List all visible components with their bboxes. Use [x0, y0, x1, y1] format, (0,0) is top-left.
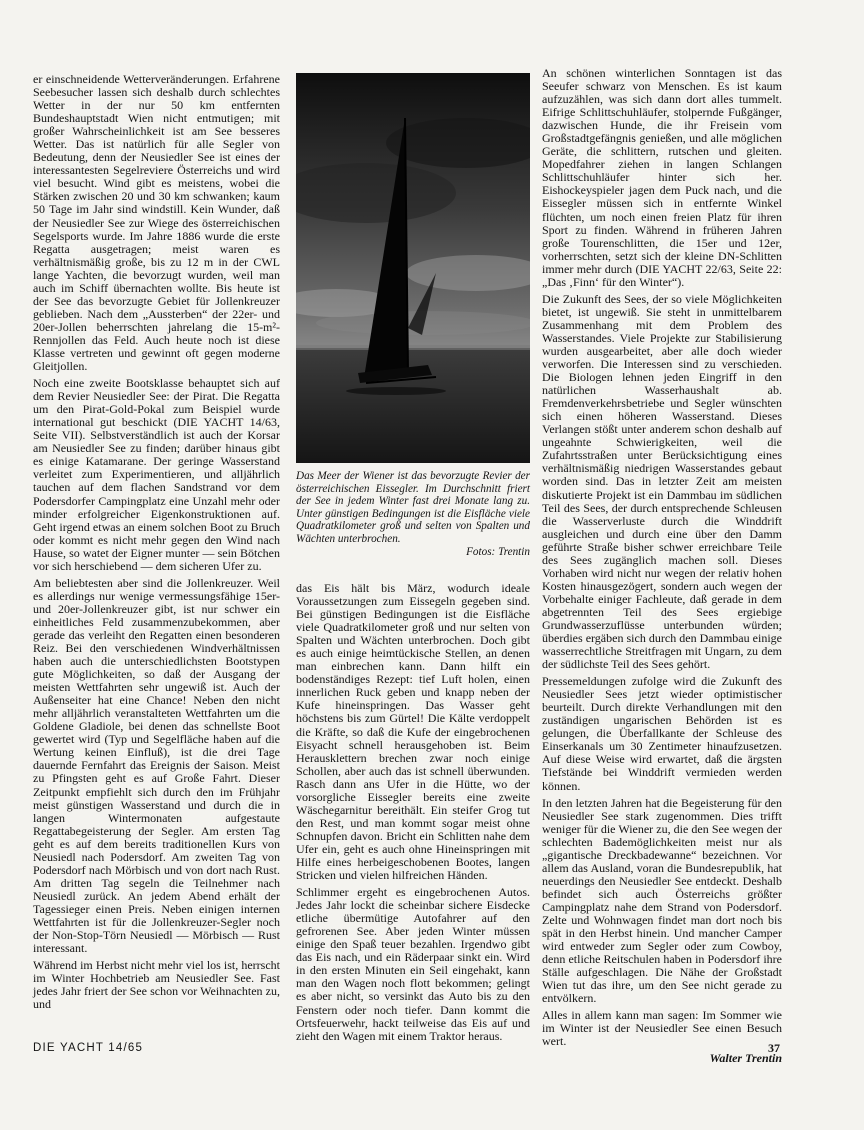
footer-magazine-issue: DIE YACHT 14/65 — [33, 1042, 144, 1054]
paragraph: Pressemeldungen zufolge wird die Zukunft des Neusiedler Sees jetzt wieder optimistischer beurteilt. Durch direkte Verhandlungen mit den zuständigen ungarischen Behörden ist es gelungen, die Überfallkante der Schleuse des Einserkanals um 30 Zentimeter hinaufzusetzen. Auf diese Weise wird erwartet, daß die ärgsten Tiefstände bei Winddrift vermieden werden können. — [542, 674, 782, 793]
ice-yacht-photo — [296, 73, 530, 463]
article-column-2 — [296, 582, 530, 1047]
paragraph: Am beliebtesten aber sind die Jollenkreuzer. Weil es allerdings nur wenige vermessungsfähige 15er- und 20er-Jollenkreuzer gibt, ist nur schwer ein einheitliches Feld zusammenzubekommen, aber gerade das verleiht den Regatten einen besonderen Reiz. Bei den verschiedenen Windverhältnissen haben auch die unterschiedlichsten Bootstypen gute Möglichkeiten, so daß der Ausgang der meisten Wettfahrten sehr ungewiß ist. Auch der Außenseiter hat eine Chance! Neben den nicht mehr alljährlich veranstalteten Wettfahrten um die Goldene Gladiole, bei denen das schnellste Boot gewertet wird (Typ und Segelfläche haben auf die Wertung keinen Einfluß), ist die drei Tage dauernde Fernfahrt das Ereignis der Saison. Meist zu Pfingsten geht es auf Große Fahrt. Dieser Zeitpunkt empfiehlt sich durch den im Frühjahr meist günstigen Wasserstand und durch die in langen Wintermonaten aufgestaute Regattabegeisterung der Segler. Am ersten Tag geht es auf dem bereits traditionellen Kurs von Neusiedl nach Podersdorf. Am zweiten Tag von Podersdorf nach Mörbisch und von dort nach Rust. Am dritten Tag segeln die Teilnehmer nach Neusiedl zurück. An jedem Abend erhält der Tagessieger einen Preis. Neben einigen internen Wettfahrten ist für die Jollenkreuzer-Segler noch der Non-Stop-Törn Neusiedl — Mörbisch — Rust interessant. — [33, 575, 280, 956]
ice-yacht-sail-image — [296, 73, 530, 463]
article-column-3 — [542, 67, 782, 1066]
paragraph: In den letzten Jahren hat die Begeisterung für den Neusiedler See stark zugenommen. Dies trifft weniger für die Wiener zu, die den See wegen der schlechten Bademöglichkeiten meist nur als „gigantische Dreckbadewanne“ bezeichnen. Vor allem das Ausland, voran die Bundesrepublik, hat neuerdings den Neusiedler See entdeckt. Deshalb befindet sich auch Österreichs größter Campingplatz nahe dem Strand von Podersdorf. Zelte und Wohnwagen findet man dort noch bis spät in den Herbst hinein. Und mancher Camper wird entweder zum Segler oder zum Cowboy, denn etliche Reitschulen haben in Podersdorf ihre Ställe aufgeschlagen. Die Nähe der Großstadt Wien tut das ihre, um den See nicht gerade zu entvölkern. — [542, 795, 782, 1006]
paragraph: das Eis hält bis März, wodurch ideale Voraussetzungen zum Eissegeln gegeben sind. Bei günstigen Bedingungen ist die Eisfläche viele Quadratkilometer groß und nur selten von Spalten und Wächten unterbrochen. Doch gibt es auch einige heimtückische Stellen, an denen man einbrechen kann. Dann hilft ein bodenständiges Rezept: tief Luft holen, einen innerlichen Ruck geben und knapp neben der Kufe hineinspringen. Das Wasser geht höchstens bis zum Gürtel! Die Kälte verdoppelt die Kräfte, so daß die Kufe der eingebrochenen Eisyacht schnell herausgehoben ist. Beim Herausklettern brechen zwar noch einige Schollen, aber auch das ist schnell überwunden. Rasch dann ans Ufer in die Hütte, wo der vorsorgliche Eissegler bereits eine zweite Wäschegarnitur bereithält. Ein steifer Grog tut den Rest, und man kommt sogar meist ohne Schnupfen davon. Bricht ein Schlitten nahe dem Ufer ein, geht es auch ohne Hineinspringen mit Hilfe eines herbeigeschobenen Bootes, langen Stricken und vielen hilfreichen Händen. — [296, 581, 530, 883]
paragraph: Während im Herbst nicht mehr viel los ist, herrscht im Winter Hochbetrieb am Neusiedler See. Fast jedes Jahr friert der See schon vor Weihnachten zu, und — [33, 958, 280, 1012]
author-signature: Walter Trentin — [709, 1051, 782, 1066]
article-column-1 — [33, 73, 280, 1015]
photo-caption — [296, 470, 530, 558]
caption-text: Das Meer der Wiener ist das bevorzugte Revier der österreichischen Eissegler. Im Durchschnitt friert der See in jedem Winter fast drei Monate lang zu. Unter günstigen Bedingungen ist die Eisfläche viele Quadratkilometer groß und selten von Spalten und Wächten unterbrochen. — [296, 470, 530, 545]
paragraph: Alles in allem kann man sagen: Im Sommer wie im Winter ist der Neusiedler See einen Besuch wert. — [542, 1008, 782, 1049]
paragraph: Schlimmer ergeht es eingebrochenen Autos. Jedes Jahr lockt die scheinbar sichere Eisdecke etliche übermütige Autofahrer auf den gefrorenen See. Aber jeden Winter müssen einige den Spaß teuer bezahlen. Irgendwo gibt das Eis nach, und ein Räderpaar sinkt ein. Wird in den ersten Minuten ein Seil eingehakt, kann man den Wagen noch flott bekommen; gelingt es aber nicht, so versinkt das Auto bis zu den Fenstern oder noch tiefer. Dann kommt die Ortsfeuerwehr, hackt teilweise das Eis auf und zieht den Wagen mit einem Traktor heraus. — [296, 885, 530, 1043]
paragraph: Noch eine zweite Bootsklasse behauptet sich auf dem Revier Neusiedler See: der Pirat. Die Regatta um den Pirat-Gold-Pokal zum Beispiel wurde international gut beschickt (DIE YACHT 14/63, Seite VII). Selbstverständlich ist auch der Korsar am Neusiedler See zu finden; darüber hinaus gibt es einige Katamarane. Der geringe Wasserstand verleitet zum Experimentieren, und alljährlich tauchen auf dem flachen Sandstrand vor dem Podersdorfer Campingplatz eine Unzahl mehr oder minder erfolgreicher Eigenkonstruktionen auf. Geht irgend etwas an einem solchen Boot zu Bruch oder kommt es nicht mehr gegen den Wind nach Hause, so watet der Eigner munter — sein Bötchen vor sich herschiebend — dem sicheren Ufer zu. — [33, 376, 280, 573]
photo-credit: Fotos: Trentin — [466, 545, 530, 558]
footer-page-number: 37 — [768, 1041, 780, 1055]
paragraph: Die Zukunft des Sees, der so viele Möglichkeiten bietet, ist ungewiß. Sie steht in unmittelbarem Zusammenhang mit dem Problem des Wasserstandes. Viele Projekte zur Stabilisierung wurden ausgearbeitet, aber alle doch wieder verworfen. Die Interessen sind zu verschieden. Die Biologen lehnen jeden Eingriff in den natürlichen Wasserhaushalt ab. Fremdenverkehrsbetriebe und Segler wünschten sich einen höheren Wasserstand. Dieses Verlangen stößt unter anderem schon deshalb auf ungeahnte Schwierigkeiten, weil die Zufahrtsstraßen unter Berücksichtigung eines verhältnismäßig niedrigen Wasserstandes gebaut worden sind. Das in letzter Zeit am meisten diskutierte Projekt ist ein Dammbau im südlichen Teil des Sees, der durch entsprechende Schleusen die Wasserverluste durch die Winddrift ausgleichen und durch eine über den Damm geführte Straße bisher schwer erreichbare Teile des Sees zugänglich machen soll. Dieses Vorhaben wird nicht nur wegen der relativ hohen Kosten hinausgezögert, sondern auch wegen der Vorbehalte einiger Fachleute, daß gerade in dem abgetrennten Teil des Sees ergiebige Grundwasserzuflüsse unterbunden würden; überdies ergäben sich durch den Dammbau einige wasserrechtliche Streitfragen mit Ungarn, zu dem der südlichste Teil des Sees gehört. — [542, 291, 782, 672]
paragraph: An schönen winterlichen Sonntagen ist das Seeufer schwarz von Menschen. Es ist kaum aufzuzählen, was sich dann dort alles tummelt. Eifrige Schlittschuhläufer, stolpernde Fußgänger, dazwischen Hunde, die ihr Freisein vom Großstadtgefängnis genießen, und alle möglichen Geräte, die schlittern, rutschen und gleiten. Mopedfahrer ziehen in langen Schlangen Schlittschuhläufer hinter sich her. Eishockeyspieler jagen dem Puck nach, und die Eissegler müssen sich in entfernte Winkel flüchten, um noch einen freien Platz für ihren Sport zu finden. Während in früheren Jahren große Tourenschlitten, die 15er und 12er, vorherrschten, setzt sich der kleine DN-Schlitten immer mehr durch (DIE YACHT 22/63, Seite 22: „Das ‚Finn‘ für den Winter“). — [542, 66, 782, 289]
paragraph: er einschneidende Wetterveränderungen. Erfahrene Seebesucher lassen sich deshalb durch schlechtes Wetter in der nur 50 km entfernten Bundeshauptstadt Wien nicht entmutigen; mit großer Wahrscheinlichkeit ist am See besseres Wetter. Das ist natürlich für alle Segler von Bedeutung, denn der Neusiedler See ist eines der interessantesten Segelreviere Österreichs und wird viel besucht. Wind gibt es meistens, wobei die Stärken zwischen 20 und 30 km schwanken; kaum 50 Tage im Jahr sind windstill. Kein Wunder, daß der Neusiedler See zur Wiege des österreichischen Segelsports wurde. Im Jahre 1886 wurde die erste Regatta ausgetragen; meist waren es verhältnismäßig große, bis zu 12 m in der CWL lange Yachten, die bevorzugt wurden, weil man auch im Schiff übernachten wollte. Bis heute ist der See das bevorzugte Gebiet für Jollenkreuzer geblieben. Nach dem „Aussterben“ der 22er- und 20er-Jollen beherrschten jahrelang die 15-m²-Rennjollen das Feld. Auch heute noch ist diese Klasse vertreten und gewinnt oft gegen moderne Gleitjollen. — [33, 72, 280, 374]
